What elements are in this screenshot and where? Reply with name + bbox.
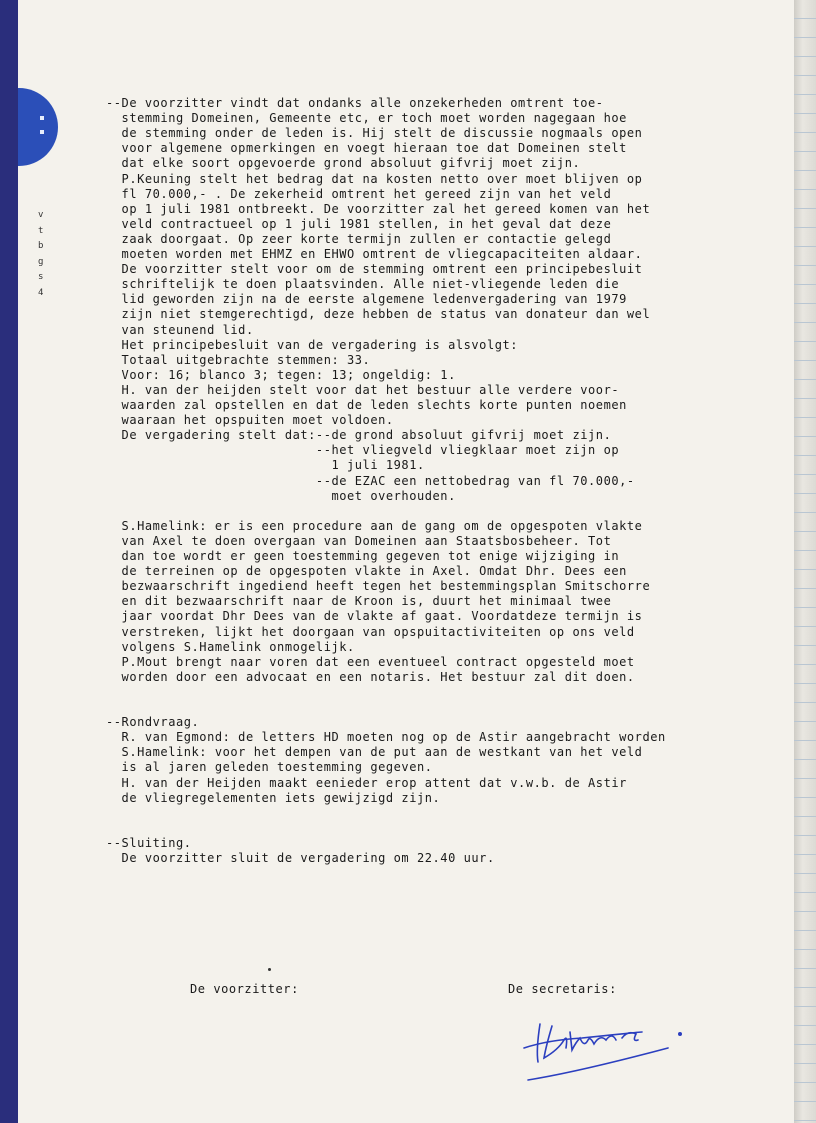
text-line: H. van der Heijden maakt eenieder erop attent dat v.w.b. de Astir	[106, 775, 627, 790]
binder-edge	[794, 0, 816, 1123]
text-line: veld contractueel op 1 juli 1981 stellen, in het geval dat deze	[106, 216, 612, 231]
text-line: verstreken, lijkt het doorgaan van opspuitactiviteiten op ons veld	[106, 624, 635, 639]
text-line: van Axel te doen overgaan van Domeinen aan Staatsbosbeheer. Tot	[106, 533, 612, 548]
margin-char: g	[38, 256, 44, 267]
tab-dot	[40, 130, 44, 134]
text-line: dat elke soort opgevoerde grond absoluut gifvrij moet zijn.	[106, 156, 581, 171]
text-line: --het vliegveld vliegklaar moet zijn op	[106, 443, 620, 458]
text-line: lid geworden zijn na de eerste algemene ledenvergadering van 1979	[106, 292, 627, 307]
text-line: De vergadering stelt dat:--de grond absoluut gifvrij moet zijn.	[106, 428, 612, 443]
text-line: S.Hamelink: voor het dempen van de put aan de westkant van het veld	[106, 745, 643, 760]
text-line: Voor: 16; blanco 3; tegen: 13; ongeldig: 1.	[106, 367, 456, 382]
chair-signature-label: De voorzitter:	[190, 982, 299, 996]
text-line: de stemming onder de leden is. Hij stelt de discussie nogmaals open	[106, 126, 643, 141]
text-line: --Sluiting.	[106, 835, 192, 850]
text-line: moet overhouden.	[106, 488, 456, 503]
binder-grid	[794, 0, 816, 1123]
secretary-signature-label: De secretaris:	[508, 982, 617, 996]
text-line: R. van Egmond: de letters HD moeten nog op de Astir aangebracht worden	[106, 730, 666, 745]
ink-dot	[268, 968, 271, 971]
text-line: op 1 juli 1981 ontbreekt. De voorzitter zal het gereed komen van het	[106, 201, 651, 216]
text-line: zijn niet stemgerechtigd, deze hebben de status van donateur dan wel	[106, 307, 651, 322]
text-line: worden door een advocaat en een notaris. Het bestuur zal dit doen.	[106, 669, 635, 684]
text-line: van steunend lid.	[106, 322, 254, 337]
text-line: De voorzitter stelt voor om de stemming omtrent een principebesluit	[106, 262, 643, 277]
text-line: --De voorzitter vindt dat ondanks alle onzekerheden omtrent toe-	[106, 96, 604, 110]
text-line: de vliegregelementen iets gewijzigd zijn.	[106, 790, 441, 805]
text-line: 1 juli 1981.	[106, 458, 425, 473]
text-line: schriftelijk te doen plaatsvinden. Alle niet-vliegende leden die	[106, 277, 620, 292]
margin-strip	[38, 208, 52, 301]
text-line: waaraan het opspuiten moet voldoen.	[106, 413, 394, 428]
text-line: volgens S.Hamelink onmogelijk.	[106, 639, 355, 654]
text-line: voor algemene opmerkingen en voegt hieraan toe dat Domeinen stelt	[106, 141, 627, 156]
text-line: en dit bezwaarschrift naar de Kroon is, duurt het minimaal twee	[106, 594, 612, 609]
margin-char: s	[38, 272, 44, 282]
text-line: dan toe wordt er geen toestemming gegeven tot enige wijziging in	[106, 549, 620, 563]
text-line: Het principebesluit van de vergadering is alsvolgt:	[106, 337, 519, 352]
margin-char: v	[38, 210, 44, 220]
secretary-signature-image	[518, 1010, 698, 1085]
text-line: H. van der heijden stelt voor dat het bestuur alle verdere voor-	[106, 382, 620, 397]
text-line: de terreinen op de opgespoten vlakte in Axel. Omdat Dhr. Dees een	[106, 564, 627, 579]
margin-char: 4	[38, 287, 44, 298]
text-line: jaar voordat Dhr Dees van de vlakte af gaat. Voordatdeze termijn is	[106, 609, 643, 624]
text-line: --Rondvraag.	[106, 715, 200, 730]
text-line: S.Hamelink: er is een procedure aan de gang om de opgespoten vlakte	[106, 518, 643, 533]
text-line: P.Mout brengt naar voren dat een eventueel contract opgesteld moet	[106, 654, 635, 669]
text-line: --de EZAC een nettobedrag van fl 70.000,-	[106, 473, 635, 488]
margin-char: t	[38, 225, 44, 236]
text-line: is al jaren geleden toestemming gegeven.	[106, 760, 433, 775]
text-line: fl 70.000,- . De zekerheid omtrent het gereed zijn van het veld	[106, 186, 612, 201]
text-line: Totaal uitgebrachte stemmen: 33.	[106, 352, 371, 367]
text-line: bezwaarschrift ingediend heeft tegen het bestemmingsplan Smitschorre	[106, 579, 651, 594]
text-line: zaak doorgaat. Op zeer korte termijn zullen er contactie gelegd	[106, 231, 612, 246]
text-line: stemming Domeinen, Gemeente etc, er toch moet worden nagegaan hoe	[106, 111, 627, 126]
tab-dot	[40, 116, 44, 120]
text-line: moeten worden met EHMZ en EHWO omtrent de vliegcapaciteiten aldaar.	[106, 247, 643, 261]
margin-char: b	[38, 241, 44, 251]
text-line: P.Keuning stelt het bedrag dat na kosten netto over moet blijven op	[106, 171, 643, 186]
text-line: De voorzitter sluit de vergadering om 22.40 uur.	[106, 851, 495, 865]
text-line: waarden zal opstellen en dat de leden slechts korte punten noemen	[106, 398, 627, 412]
